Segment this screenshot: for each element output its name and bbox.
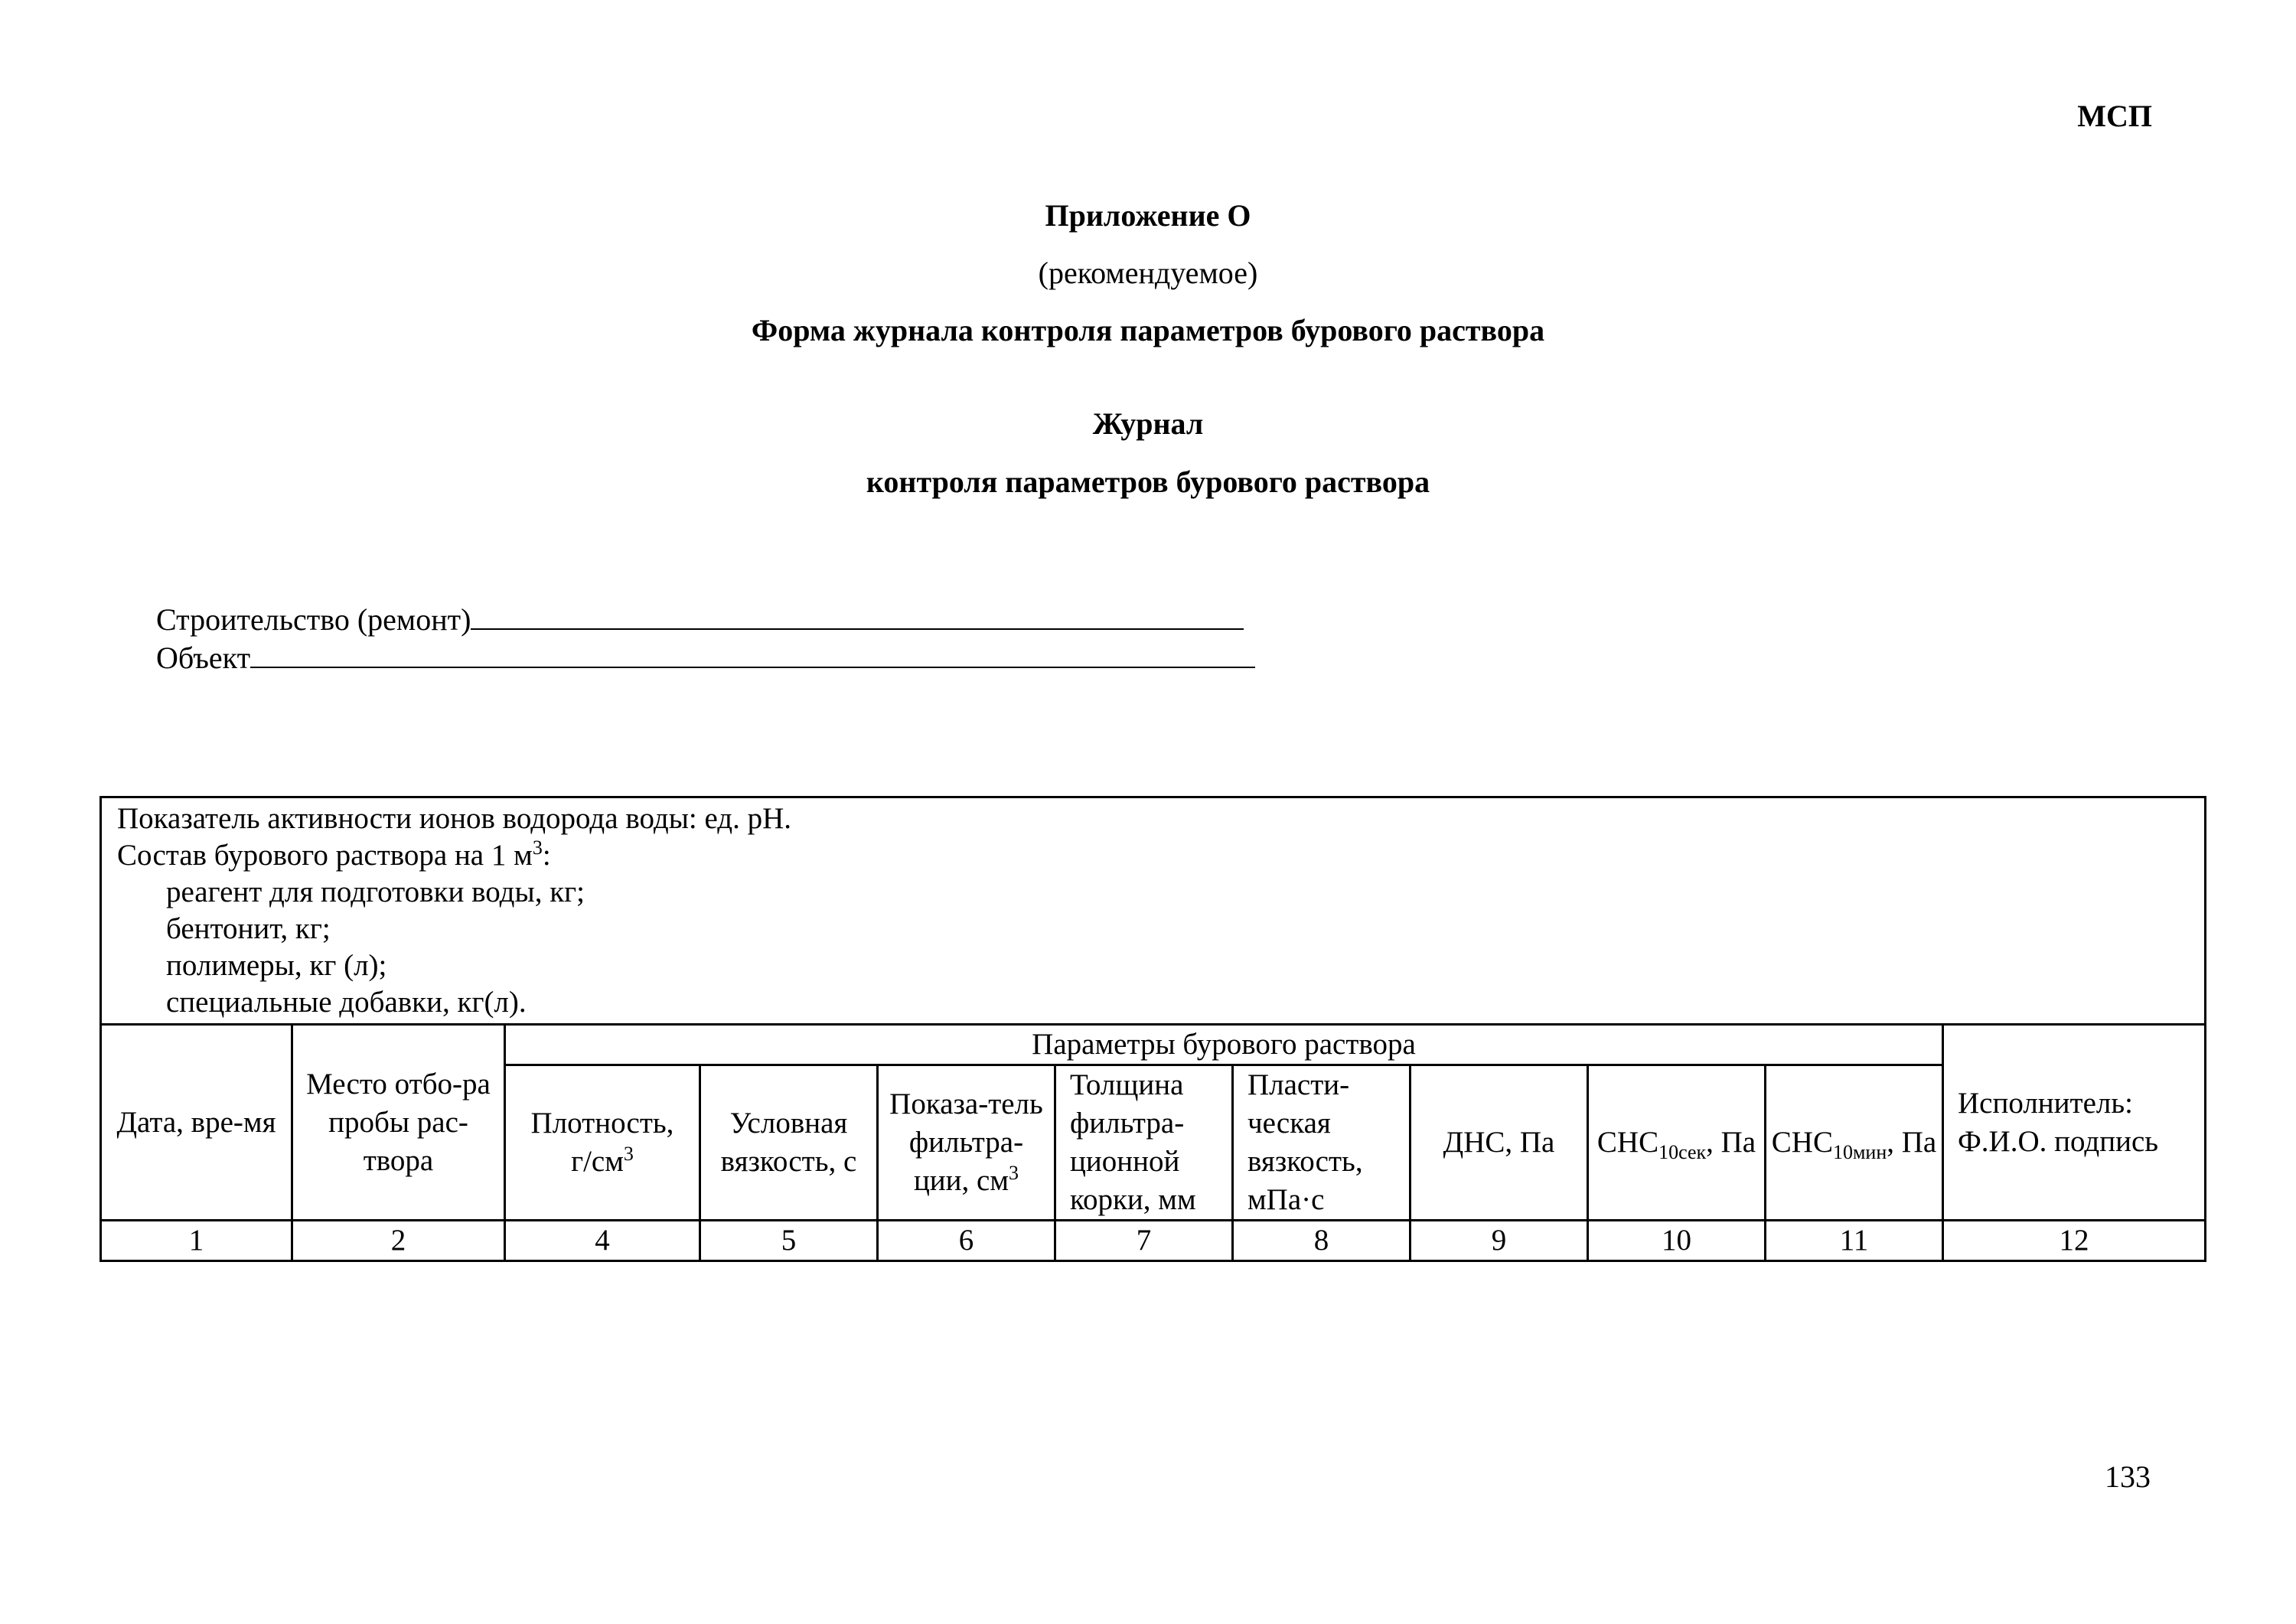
ph-indicator-text: Показатель активности ионов водорода воды: ед. рН. [117, 802, 792, 835]
header-cake-thickness: Толщина фильтра-ционной корки, мм [1055, 1065, 1233, 1221]
header-sampling-place: Место отбо-ра пробы рас-твора [292, 1025, 505, 1221]
header-solution-parameters: Параметры бурового раствора [505, 1025, 1943, 1065]
object-input-line[interactable] [250, 644, 1255, 668]
construction-label: Строительство (ремонт) [156, 602, 471, 637]
header-sns-10min: $СНС_{10мин}$, Па [1766, 1065, 1943, 1221]
column-number: 7 [1055, 1221, 1233, 1261]
header-viscosity: Условная вязкость, с [700, 1065, 878, 1221]
form-title: Форма журнала контроля параметров бурового раствора [751, 313, 1545, 347]
composition-item: бентонит, кг; [166, 912, 331, 945]
composition-item: реагент для подготовки воды, кг; [166, 876, 585, 908]
column-numbers-row [101, 1221, 2206, 1261]
journal-title: Журнал [1092, 406, 1204, 441]
object-label: Объект [156, 641, 251, 675]
composition-item: полимеры, кг (л); [166, 949, 387, 982]
header-plastic-viscosity: Пласти-ческая вязкость, мПа·с [1233, 1065, 1411, 1221]
composition-text: Состав бурового раствора на 1 $м^3$: [117, 836, 551, 872]
composition-item: специальные добавки, кг(л). [166, 986, 527, 1019]
page-number: 133 [2105, 1459, 2151, 1494]
column-number: 5 [700, 1221, 878, 1261]
header-sns-10sec: $СНС_{10сек}$, Па [1588, 1065, 1766, 1221]
object-field [156, 640, 1255, 676]
header-density: Плотность, $г/см^3$ [505, 1065, 700, 1221]
column-number: 1 [101, 1221, 292, 1261]
document-code: МСП [2077, 99, 2152, 133]
header-date-time: Дата, вре-мя [101, 1025, 292, 1221]
appendix-title: Приложение О [1045, 198, 1251, 233]
construction-input-line[interactable] [471, 605, 1244, 630]
column-number: 8 [1233, 1221, 1411, 1261]
header-executor: Исполнитель: Ф.И.О. подпись [1943, 1025, 2206, 1221]
column-number: 9 [1411, 1221, 1588, 1261]
header-dns: ДНС, Па [1411, 1065, 1588, 1221]
column-number: 11 [1766, 1221, 1943, 1261]
column-number: 2 [292, 1221, 505, 1261]
header-filtration: Показа-тель фильтра-ции, $см^3$ [878, 1065, 1055, 1221]
journal-table [99, 796, 2206, 1262]
construction-field [156, 602, 1244, 638]
column-number: 4 [505, 1221, 700, 1261]
solution-info-cell [101, 797, 2206, 1025]
column-number: 6 [878, 1221, 1055, 1261]
column-number: 12 [1943, 1221, 2206, 1261]
appendix-status: (рекомендуемое) [1038, 256, 1258, 290]
journal-subtitle: контроля параметров бурового раствора [866, 465, 1430, 499]
column-number: 10 [1588, 1221, 1766, 1261]
